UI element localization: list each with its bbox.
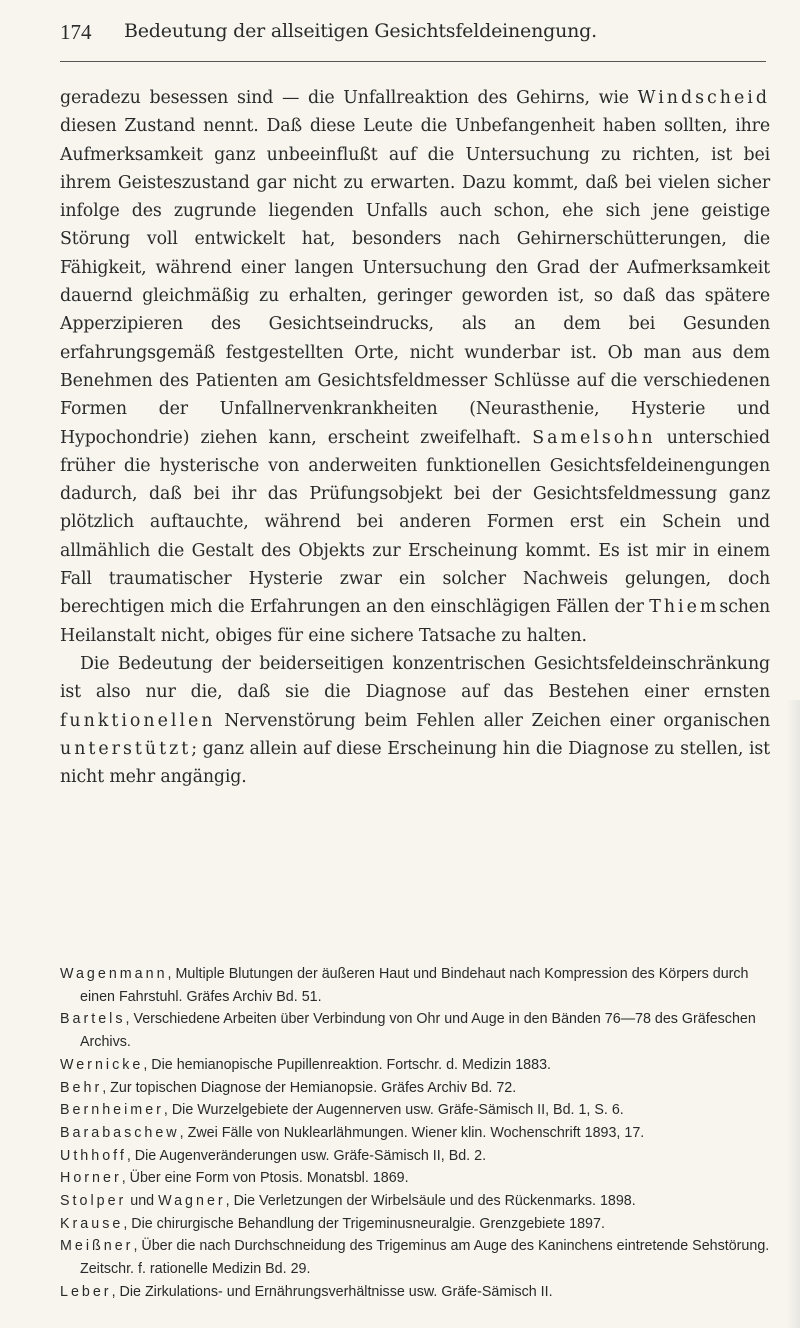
reference-author: Wagner (158, 1193, 226, 1210)
reference-item: Wernicke, Die hemianopische Pupillenreaktion. Fortschr. d. Medizin 1883. (60, 1056, 552, 1073)
body-text (60, 84, 770, 791)
reference-author: Uthhoff (60, 1147, 127, 1164)
reference-item: Meißner, Über die nach Durchschneidung des Trigeminus am Auge des Kaninchens eintretende Sehstörung. Zeitschr. f. rationelle Medizin Bd. 29. (60, 1238, 770, 1278)
page-header (60, 18, 766, 62)
page-number: 174 (60, 20, 92, 44)
author-name: Windscheid (637, 88, 770, 108)
reference-author: Leber (60, 1283, 112, 1300)
reference-item: Wagenmann, Multiple Blutungen der äußeren Haut und Bindehaut nach Kompression des Körpers durch einen Fahrstuhl. Gräfes Archiv Bd. 51. (60, 966, 749, 1005)
reference-item: Bartels, Verschiedene Arbeiten über Verbindung von Ohr und Auge in den Bänden 76—78 des Gräfeschen Archivs. (60, 1011, 756, 1051)
emphasis: unterstützt (60, 738, 192, 759)
paragraph-2: Die Bedeutung der beiderseitigen konzentrischen Gesichtsfeldeinschränkung ist also nur die, daß sie die Diagnose auf das Bestehen einer ernsten funktionellen Nervenstörung beim Fehlen aller Zeichen einer organischen unterstützt; ganz allein auf diese Erscheinung hin die Diagnose zu stellen, ist nicht mehr angängig. (60, 653, 770, 788)
reference-item: Barabaschew, Zwei Fälle von Nuklearlähmungen. Wiener klin. Wochenschrift 1893, 17. (60, 1124, 645, 1141)
author-name: Samelsohn (532, 427, 656, 448)
author-name: Thiem (649, 597, 720, 618)
reference-item: Bernheimer, Die Wurzelgebiete der Augennerven usw. Gräfe-Sämisch II, Bd. 1, S. 6. (60, 1102, 624, 1119)
reference-item: Uthhoff, Die Augenveränderungen usw. Gräfe-Sämisch II, Bd. 2. (60, 1147, 487, 1164)
reference-author: Krause (60, 1215, 124, 1232)
reference-author: Wernicke (60, 1056, 144, 1073)
reference-author: Bernheimer (60, 1102, 164, 1119)
reference-item: Horner, Über eine Form von Ptosis. Monatsbl. 1869. (60, 1170, 409, 1187)
reference-item: Stolper und Wagner, Die Verletzungen der Wirbelsäule und des Rückenmarks. 1898. (60, 1193, 636, 1210)
reference-author: Horner (60, 1170, 122, 1187)
reference-item: Behr, Zur topischen Diagnose der Hemianopsie. Gräfes Archiv Bd. 72. (60, 1079, 517, 1096)
reference-author: Barabaschew (60, 1124, 180, 1141)
paragraph-1: geradezu besessen sind — die Unfallreaktion des Gehirns, wie Windscheid diesen Zustand nennt. Daß diese Leute die Unbefangenheit haben sollten, ihre Aufmerksamkeit ganz unbeeinflußt auf die Untersuchung zu richten, ist bei ihrem Geisteszustand gar nicht zu erwarten. Dazu kommt, daß bei vielen sicher infolge des zugrunde liegenden Unfalls auch schon, ehe sich jene geistige Störung voll entwickelt hat, besonders nach Gehirnerschütterungen, die Fähigkeit, während einer langen Untersuchung den Grad der Aufmerksamkeit dauernd gleichmäßig zu erhalten, geringer geworden ist, so daß das spätere Apperzipieren des Gesichtseindrucks, als an dem bei Gesunden erfahrungsgemäß festgestellten Orte, nicht wunderbar ist. Ob man aus dem Benehmen des Patienten am Gesichtsfeldmesser Schlüsse auf die verschiedenen Formen der Unfallnervenkrankheiten (Neurasthenie, Hysterie und Hypochondrie) ziehen kann, erscheint zweifelhaft. Samelsohn unterschied früher die hysterische von anderweiten funktionellen Gesichtsfeldeinengungen dadurch, daß bei ihr das Prüfungsobjekt bei der Gesichtsfeldmessung ganz plötzlich auftauchte, während bei anderen Formen erst ein Schein und allmählich die Gestalt des Objekts zur Erscheinung kommt. Es ist mir in einem Fall traumatischer Hysterie zwar ein solcher Nachweis gelungen, doch berechtigen mich die Erfahrungen an den einschlägigen Fällen der Thiemschen Heilanstalt nicht, obiges für eine sichere Tatsache zu halten. (60, 88, 770, 646)
reference-item: Krause, Die chirurgische Behandlung der Trigeminusneuralgie. Grenzgebiete 1897. (60, 1215, 605, 1232)
reference-item: Leber, Die Zirkulations- und Ernährungsverhältnisse usw. Gräfe-Sämisch II. (60, 1283, 553, 1300)
emphasis: funktionellen (60, 710, 216, 731)
references-list (60, 963, 770, 1304)
reference-author: Wagenmann (60, 966, 168, 982)
page-edge-shadow (786, 700, 800, 1328)
reference-author: Stolper (60, 1193, 127, 1210)
running-head: Bedeutung der allseitigen Gesichtsfeldeinengung. (124, 20, 597, 42)
reference-author: Behr (60, 1079, 103, 1096)
reference-author: Meißner (60, 1238, 134, 1255)
reference-author: Bartels (60, 1011, 126, 1028)
